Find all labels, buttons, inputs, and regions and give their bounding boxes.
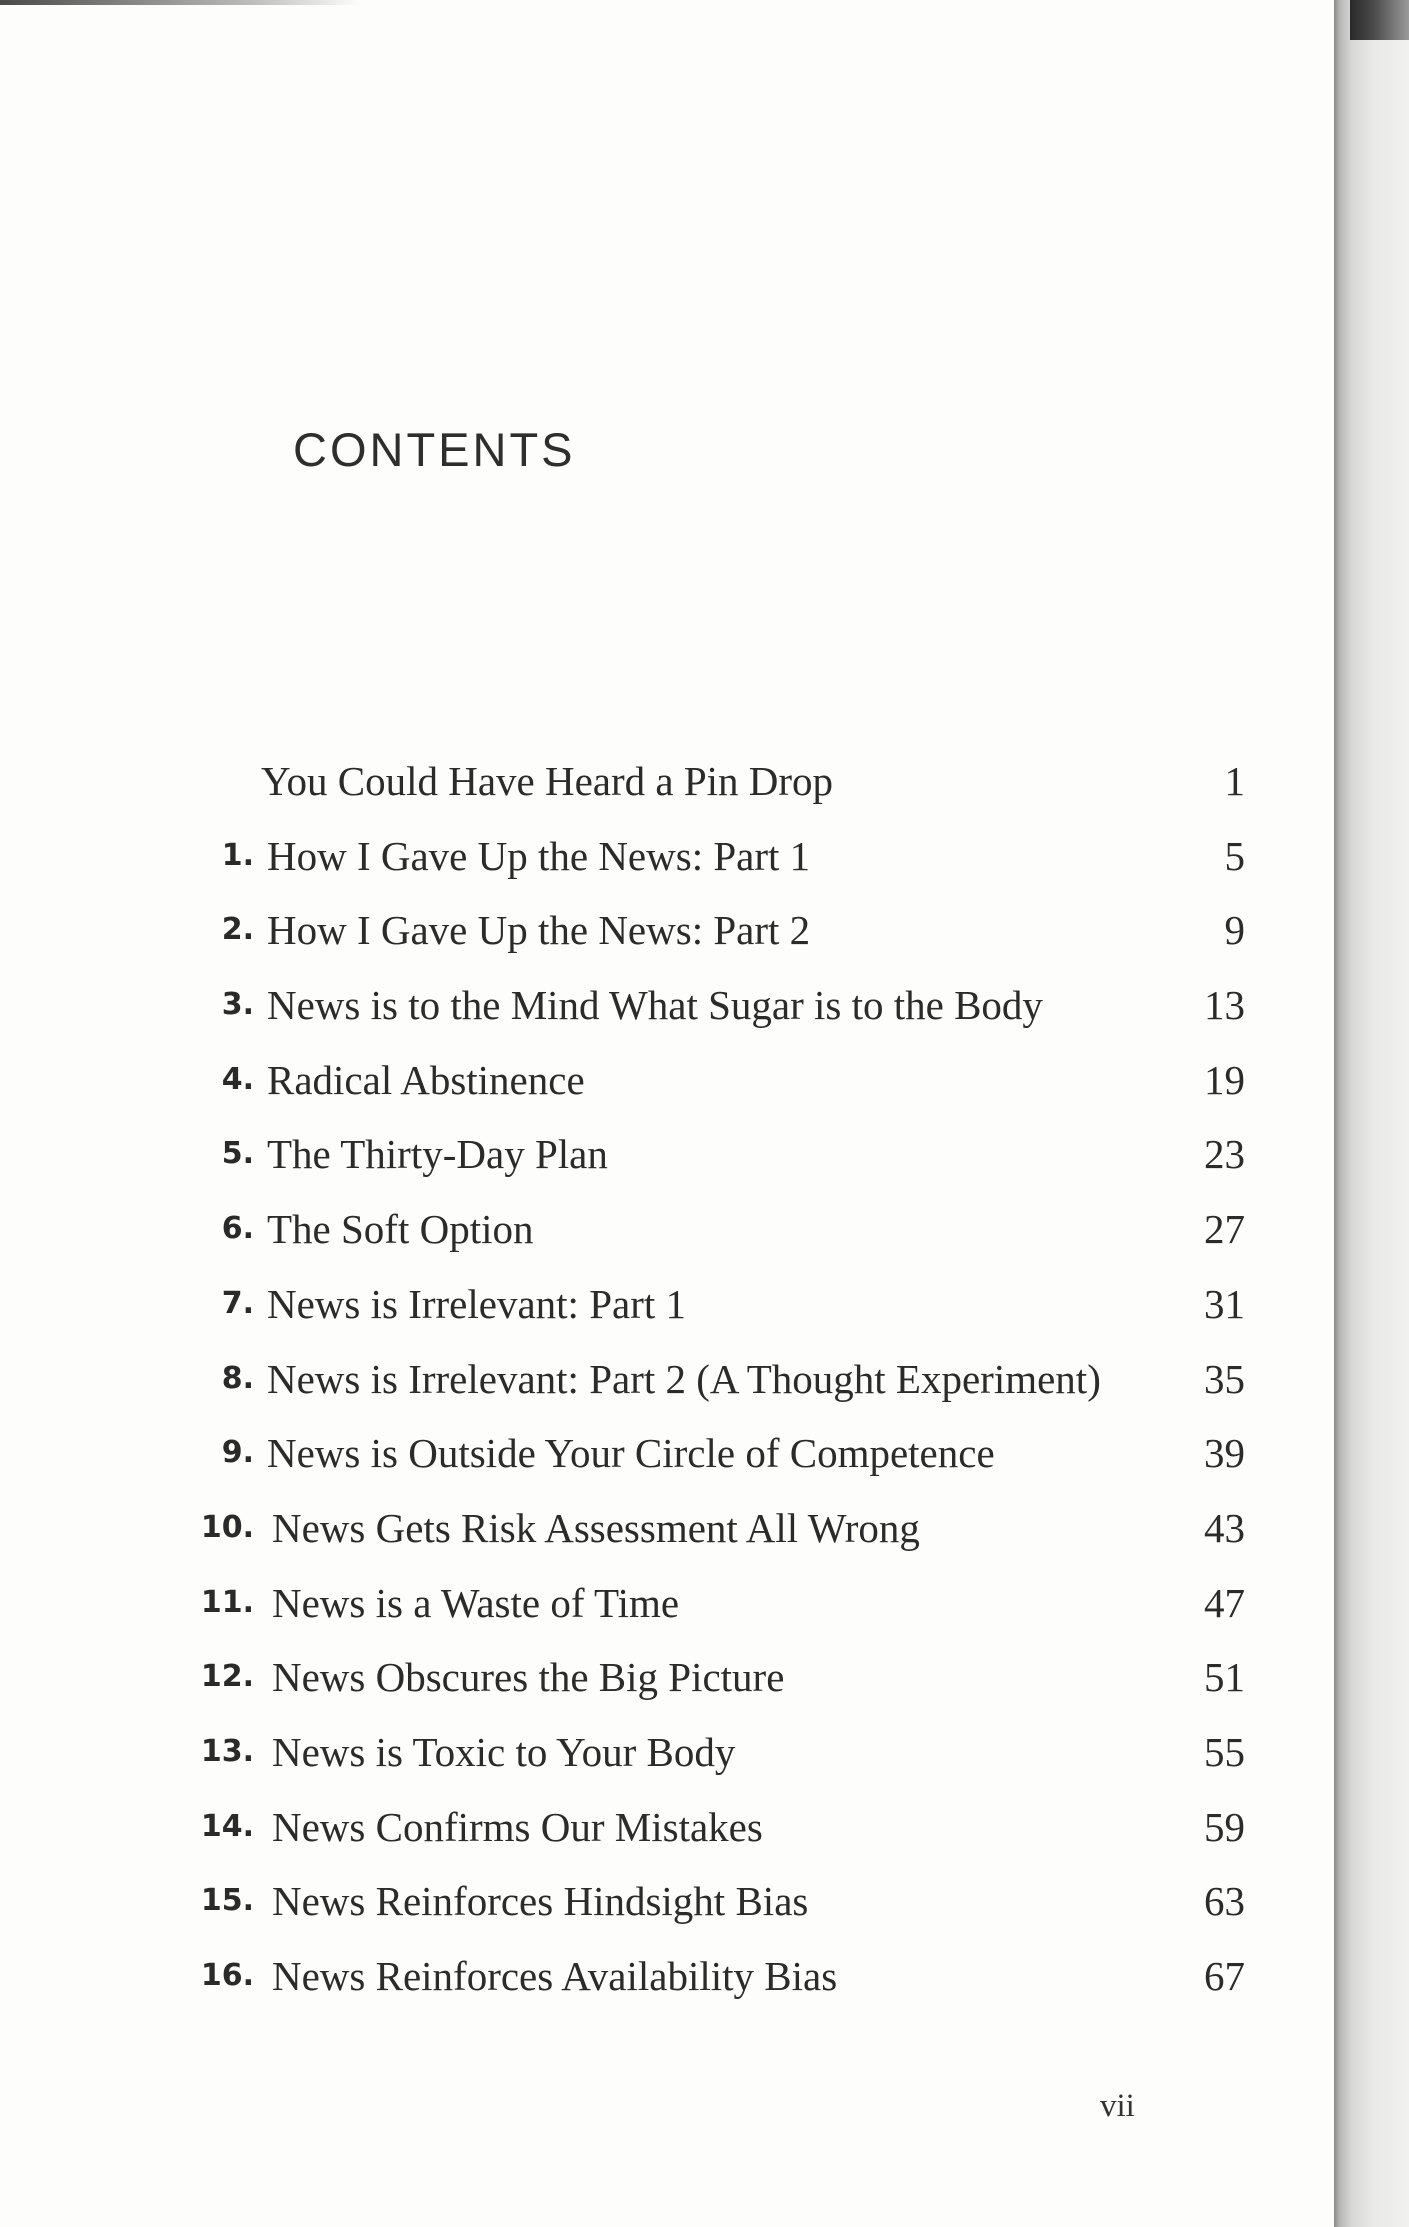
top-shadow: [0, 0, 360, 5]
toc-entry-page: 35: [1204, 1355, 1245, 1402]
toc-entry-number: 11.: [200, 1584, 254, 1620]
toc-entry: [0, 1280, 1334, 1355]
toc-entry-title: News Gets Risk Assessment All Wrong: [272, 1504, 920, 1551]
toc-entry-number: 3.: [221, 987, 254, 1023]
toc-entry-page: 13: [1204, 982, 1245, 1029]
toc-entry-title: The Thirty-Day Plan: [267, 1131, 608, 1178]
toc-entry-title: How I Gave Up the News: Part 1: [267, 832, 811, 879]
toc-entry-title: News is Irrelevant: Part 1: [267, 1280, 686, 1327]
toc-entry-page: 1: [1224, 758, 1245, 804]
toc-entry-title: News Obscures the Big Picture: [272, 1654, 785, 1701]
toc-entry-title: News is Irrelevant: Part 2 (A Thought Experiment): [267, 1355, 1101, 1402]
toc-entry-title: News is Toxic to Your Body: [272, 1728, 736, 1775]
toc-entry-number: 8.: [221, 1360, 254, 1396]
toc-entry: [0, 1056, 1334, 1131]
toc-entry-title: Radical Abstinence: [267, 1056, 585, 1103]
toc-entry: [0, 1429, 1334, 1504]
toc-entry-page: 23: [1204, 1131, 1245, 1178]
toc-entry: [0, 981, 1334, 1056]
toc-entry: [0, 832, 1334, 907]
toc-entry-page: 55: [1204, 1728, 1245, 1775]
toc-entry-title: News is to the Mind What Sugar is to the Body: [267, 982, 1043, 1029]
toc-entry: [0, 1803, 1334, 1878]
page-edge-corner: [1350, 0, 1409, 40]
toc-entry-title: News Reinforces Hindsight Bias: [272, 1878, 809, 1925]
toc-entry-number: 12.: [200, 1659, 254, 1695]
toc-entry-number: 6.: [221, 1211, 254, 1247]
toc-entry-title: News Reinforces Availability Bias: [272, 1953, 838, 1999]
toc-entry-title: News Confirms Our Mistakes: [272, 1803, 763, 1850]
toc-entry-page: 5: [1224, 832, 1245, 879]
toc-entry-title: The Soft Option: [267, 1206, 534, 1253]
toc-entry-number: 16.: [200, 1958, 254, 1993]
toc-entry: [0, 1728, 1334, 1803]
toc-entry-number: 13.: [200, 1733, 254, 1769]
toc-entry-page: 47: [1204, 1579, 1245, 1626]
toc-entry-page: 19: [1204, 1056, 1245, 1103]
page-number: vii: [1100, 2088, 1135, 2124]
toc-entry: [0, 1579, 1334, 1654]
toc-entry-title: News is a Waste of Time: [272, 1579, 680, 1626]
toc-entry-page: 63: [1204, 1878, 1245, 1925]
toc-entry: [0, 1130, 1334, 1205]
toc-entry: [0, 1205, 1334, 1280]
toc-entry: [0, 1653, 1334, 1728]
toc-entry-page: 59: [1204, 1803, 1245, 1850]
toc-entry-number: 10.: [200, 1509, 254, 1545]
toc-entry-page: 43: [1204, 1504, 1245, 1551]
toc-entry-number: 7.: [221, 1285, 254, 1321]
toc-entry-number: 2.: [221, 912, 254, 948]
toc-entry-title: How I Gave Up the News: Part 2: [267, 907, 811, 954]
toc-entry-page: 67: [1204, 1953, 1245, 1999]
table-of-contents: [0, 757, 1334, 2027]
toc-entry-number: 5.: [221, 1136, 254, 1172]
toc-entry: [0, 1877, 1334, 1952]
toc-entry-number: 9.: [221, 1435, 254, 1471]
toc-entry-page: 9: [1224, 907, 1245, 954]
toc-entry-page: 27: [1204, 1206, 1245, 1253]
toc-entry-number: 14.: [200, 1808, 254, 1844]
toc-entry-title: You Could Have Heard a Pin Drop: [261, 758, 834, 804]
page-edge-shadow: [1334, 0, 1409, 2227]
toc-entry-title: News is Outside Your Circle of Competence: [267, 1430, 995, 1477]
toc-entry-number: 15.: [200, 1883, 254, 1919]
toc-entry-page: 31: [1204, 1280, 1245, 1327]
toc-entry: [0, 906, 1334, 981]
toc-entry: [0, 1355, 1334, 1430]
toc-entry: [0, 757, 1334, 832]
toc-entry: [0, 1504, 1334, 1579]
page-title: CONTENTS: [293, 423, 576, 476]
toc-entry-page: 39: [1204, 1430, 1245, 1477]
toc-entry-page: 51: [1204, 1654, 1245, 1701]
toc-entry-number: 1.: [221, 837, 254, 873]
toc-entry-number: 4.: [221, 1061, 254, 1097]
toc-entry: [0, 1952, 1334, 2027]
